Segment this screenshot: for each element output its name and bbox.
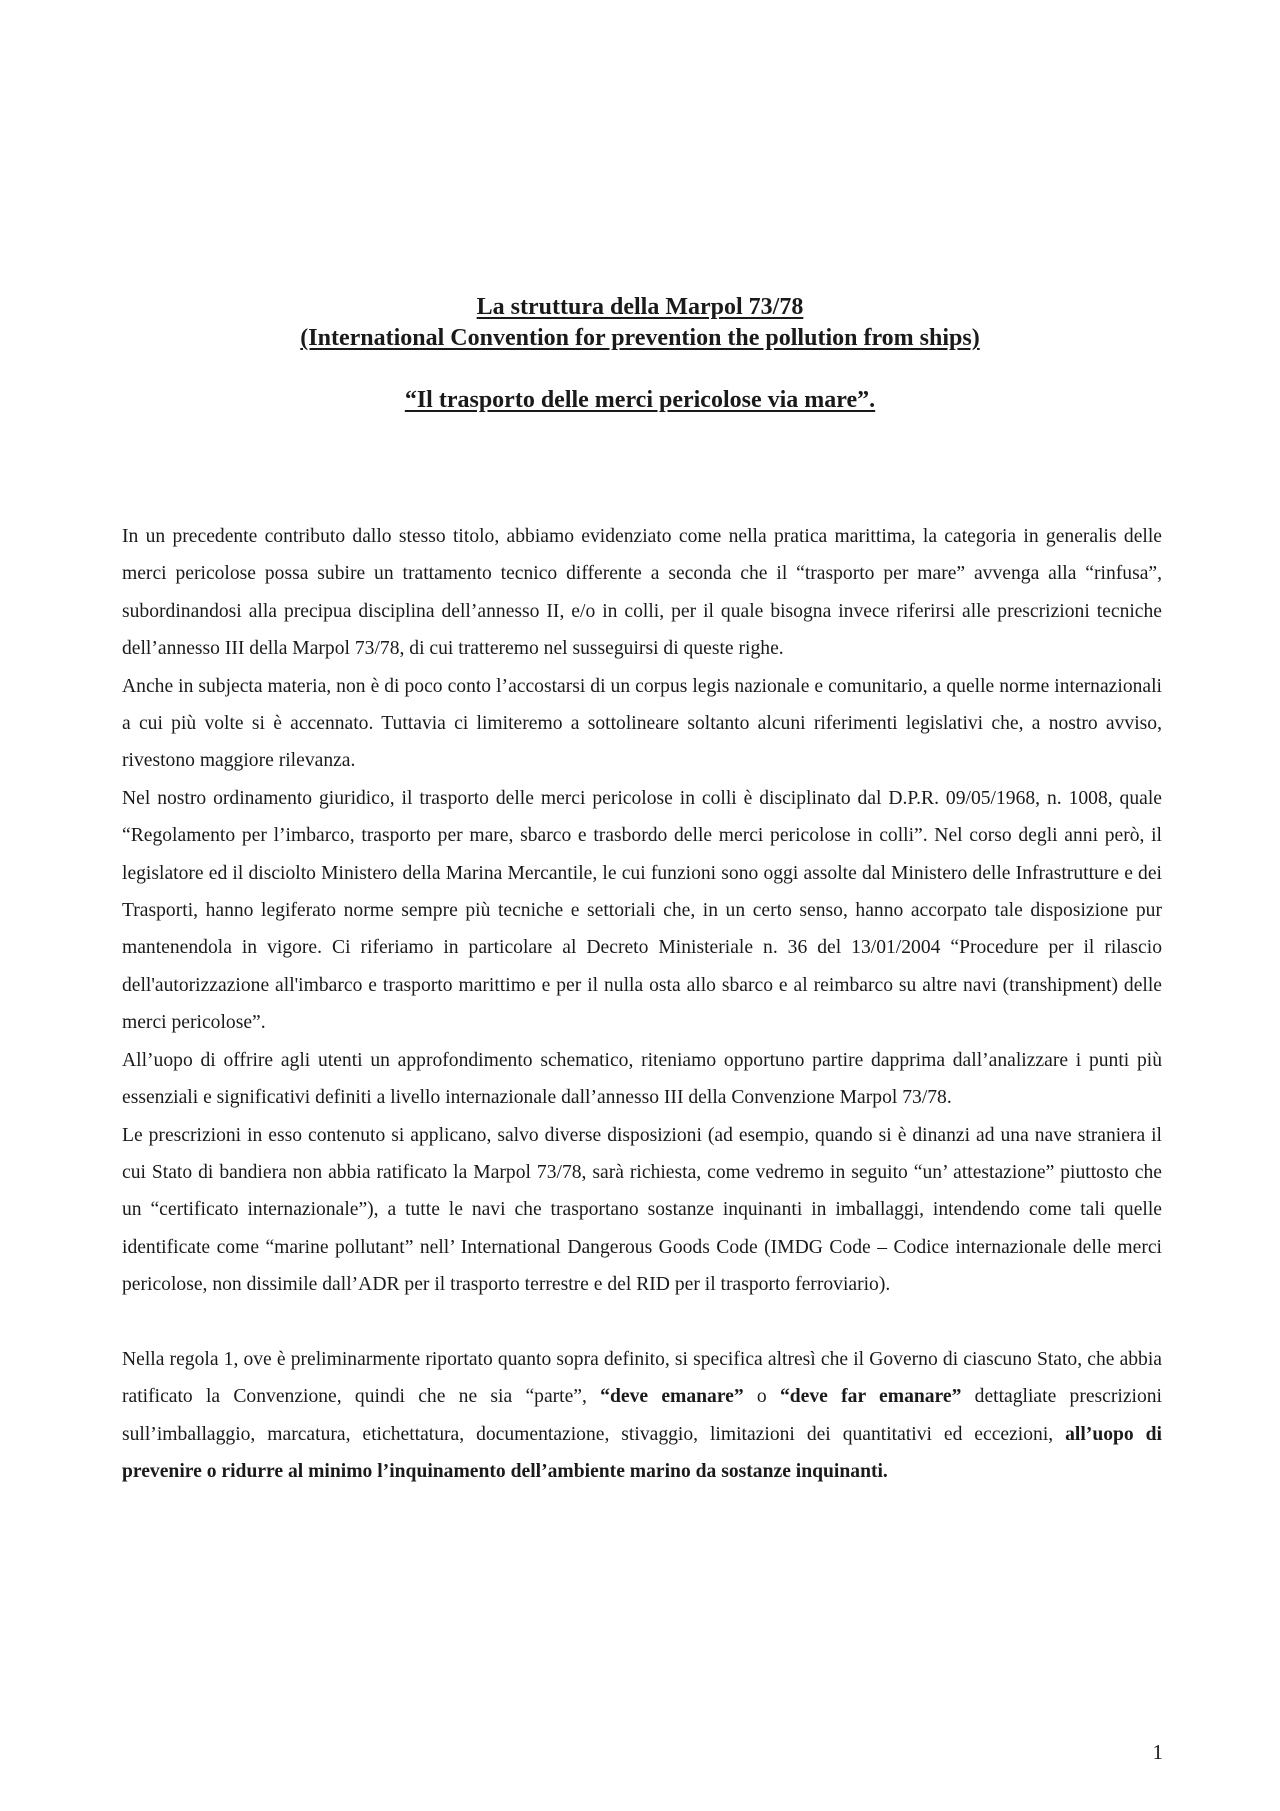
paragraph-1: In un precedente contributo dallo stesso titolo, abbiamo evidenziato come nella pratica marittima, la categoria in generalis delle merci pericolose possa subire un trattamento tecnico differente a seconda che il “trasporto per mare” avvenga alla “rinfusa”, subordinandosi alla precipua disciplina dell’annesso II, e/o in colli, per il quale bisogna invece riferirsi alle prescrizioni tecniche dell’annesso III della Marpol 73/78, di cui tratteremo nel susseguirsi di queste righe. — [122, 526, 1162, 660]
document-title-block — [120, 292, 1160, 416]
document-title-english: (International Convention for prevention the pollution from ships) — [300, 325, 980, 351]
document-title: La struttura della Marpol 73/78 — [476, 294, 804, 320]
document-body — [122, 518, 1162, 1491]
page-number: 1 — [1152, 1740, 1163, 1764]
paragraph-6-text-3: dettagliate prescrizioni sull’imballaggio, marcatura, etichettatura, documentazione, stivaggio, limitazioni dei quantitativi ed eccezioni, — [122, 1386, 1163, 1445]
paragraph-6 — [122, 1341, 1162, 1491]
paragraph-6-text-2: o — [743, 1386, 780, 1408]
paragraph-4: All’uopo di offrire agli utenti un approfondimento schematico, riteniamo opportuno partire dapprima dall’analizzare i punti più essenziali e significativi definiti a livello internazionale dall’annesso III della Convenzione Marpol 73/78. — [122, 1049, 1162, 1109]
paragraph-3: Nel nostro ordinamento giuridico, il trasporto delle merci pericolose in colli è disciplinato dal D.P.R. 09/05/1968, n. 1008, quale “Regolamento per l’imbarco, trasporto per mare, sbarco e trasbordo delle merci pericolose in colli”. Nel corso degli anni però, il legislatore ed il disciolto Ministero della Marina Mercantile, le cui funzioni sono oggi assolte dal Ministero delle Infrastrutture e dei Trasporti, hanno legiferato norme sempre più tecniche e settoriali che, in un certo senso, hanno accorpato tale disposizione pur mantenendola in vigore. Ci riferiamo in particolare al Decreto Ministeriale n. 36 del 13/01/2004 “Procedure per il rilascio dell'autorizzazione all'imbarco e trasporto marittimo e per il nulla osta allo sbarco e al reimbarco su altre navi (transhipment) delle merci pericolose”. — [122, 787, 1162, 1034]
document-subtitle: “Il trasporto delle merci pericolose via mare”. — [404, 387, 876, 413]
paragraph-6-text-1: Nella regola 1, ove è preliminarmente riportato quanto sopra definito, si specifica altresì che il Governo di ciascuno Stato, che abbia ratificato la Convenzione, quindi che ne sia “parte”, — [122, 1348, 1162, 1408]
paragraph-6-bold-3: all’uopo di prevenire o ridurre al minimo l’inquinamento dell’ambiente marino da sostanze inquinanti. — [122, 1423, 1162, 1483]
paragraph-5: Le prescrizioni in esso contenuto si applicano, salvo diverse disposizioni (ad esempio, quando si è dinanzi ad una nave straniera il cui Stato di bandiera non abbia ratificato la Marpol 73/78, sarà richiesta, come vedremo in seguito “un’ attestazione” piuttosto che un “certificato internazionale”), a tutte le navi che trasportano sostanze inquinanti in imballaggi, intendendo come tali quelle identificate come “marine pollutant” nell’ International Dangerous Goods Code (IMDG Code – Codice internazionale delle merci pericolose, non dissimile dall’ADR per il trasporto terrestre e del RID per il trasporto ferroviario). — [122, 1124, 1162, 1296]
paragraph-6-bold-2: “deve far emanare” — [779, 1386, 962, 1408]
paragraph-6-bold-1: “deve emanare” — [600, 1386, 744, 1408]
paragraph-2: Anche in subjecta materia, non è di poco conto l’accostarsi di un corpus legis nazionale e comunitario, a quelle norme internazionali a cui più volte si è accennato. Tuttavia ci limiteremo a sottolineare soltanto alcuni riferimenti legislativi che, a nostro avviso, rivestono maggiore rilevanza. — [122, 675, 1162, 772]
